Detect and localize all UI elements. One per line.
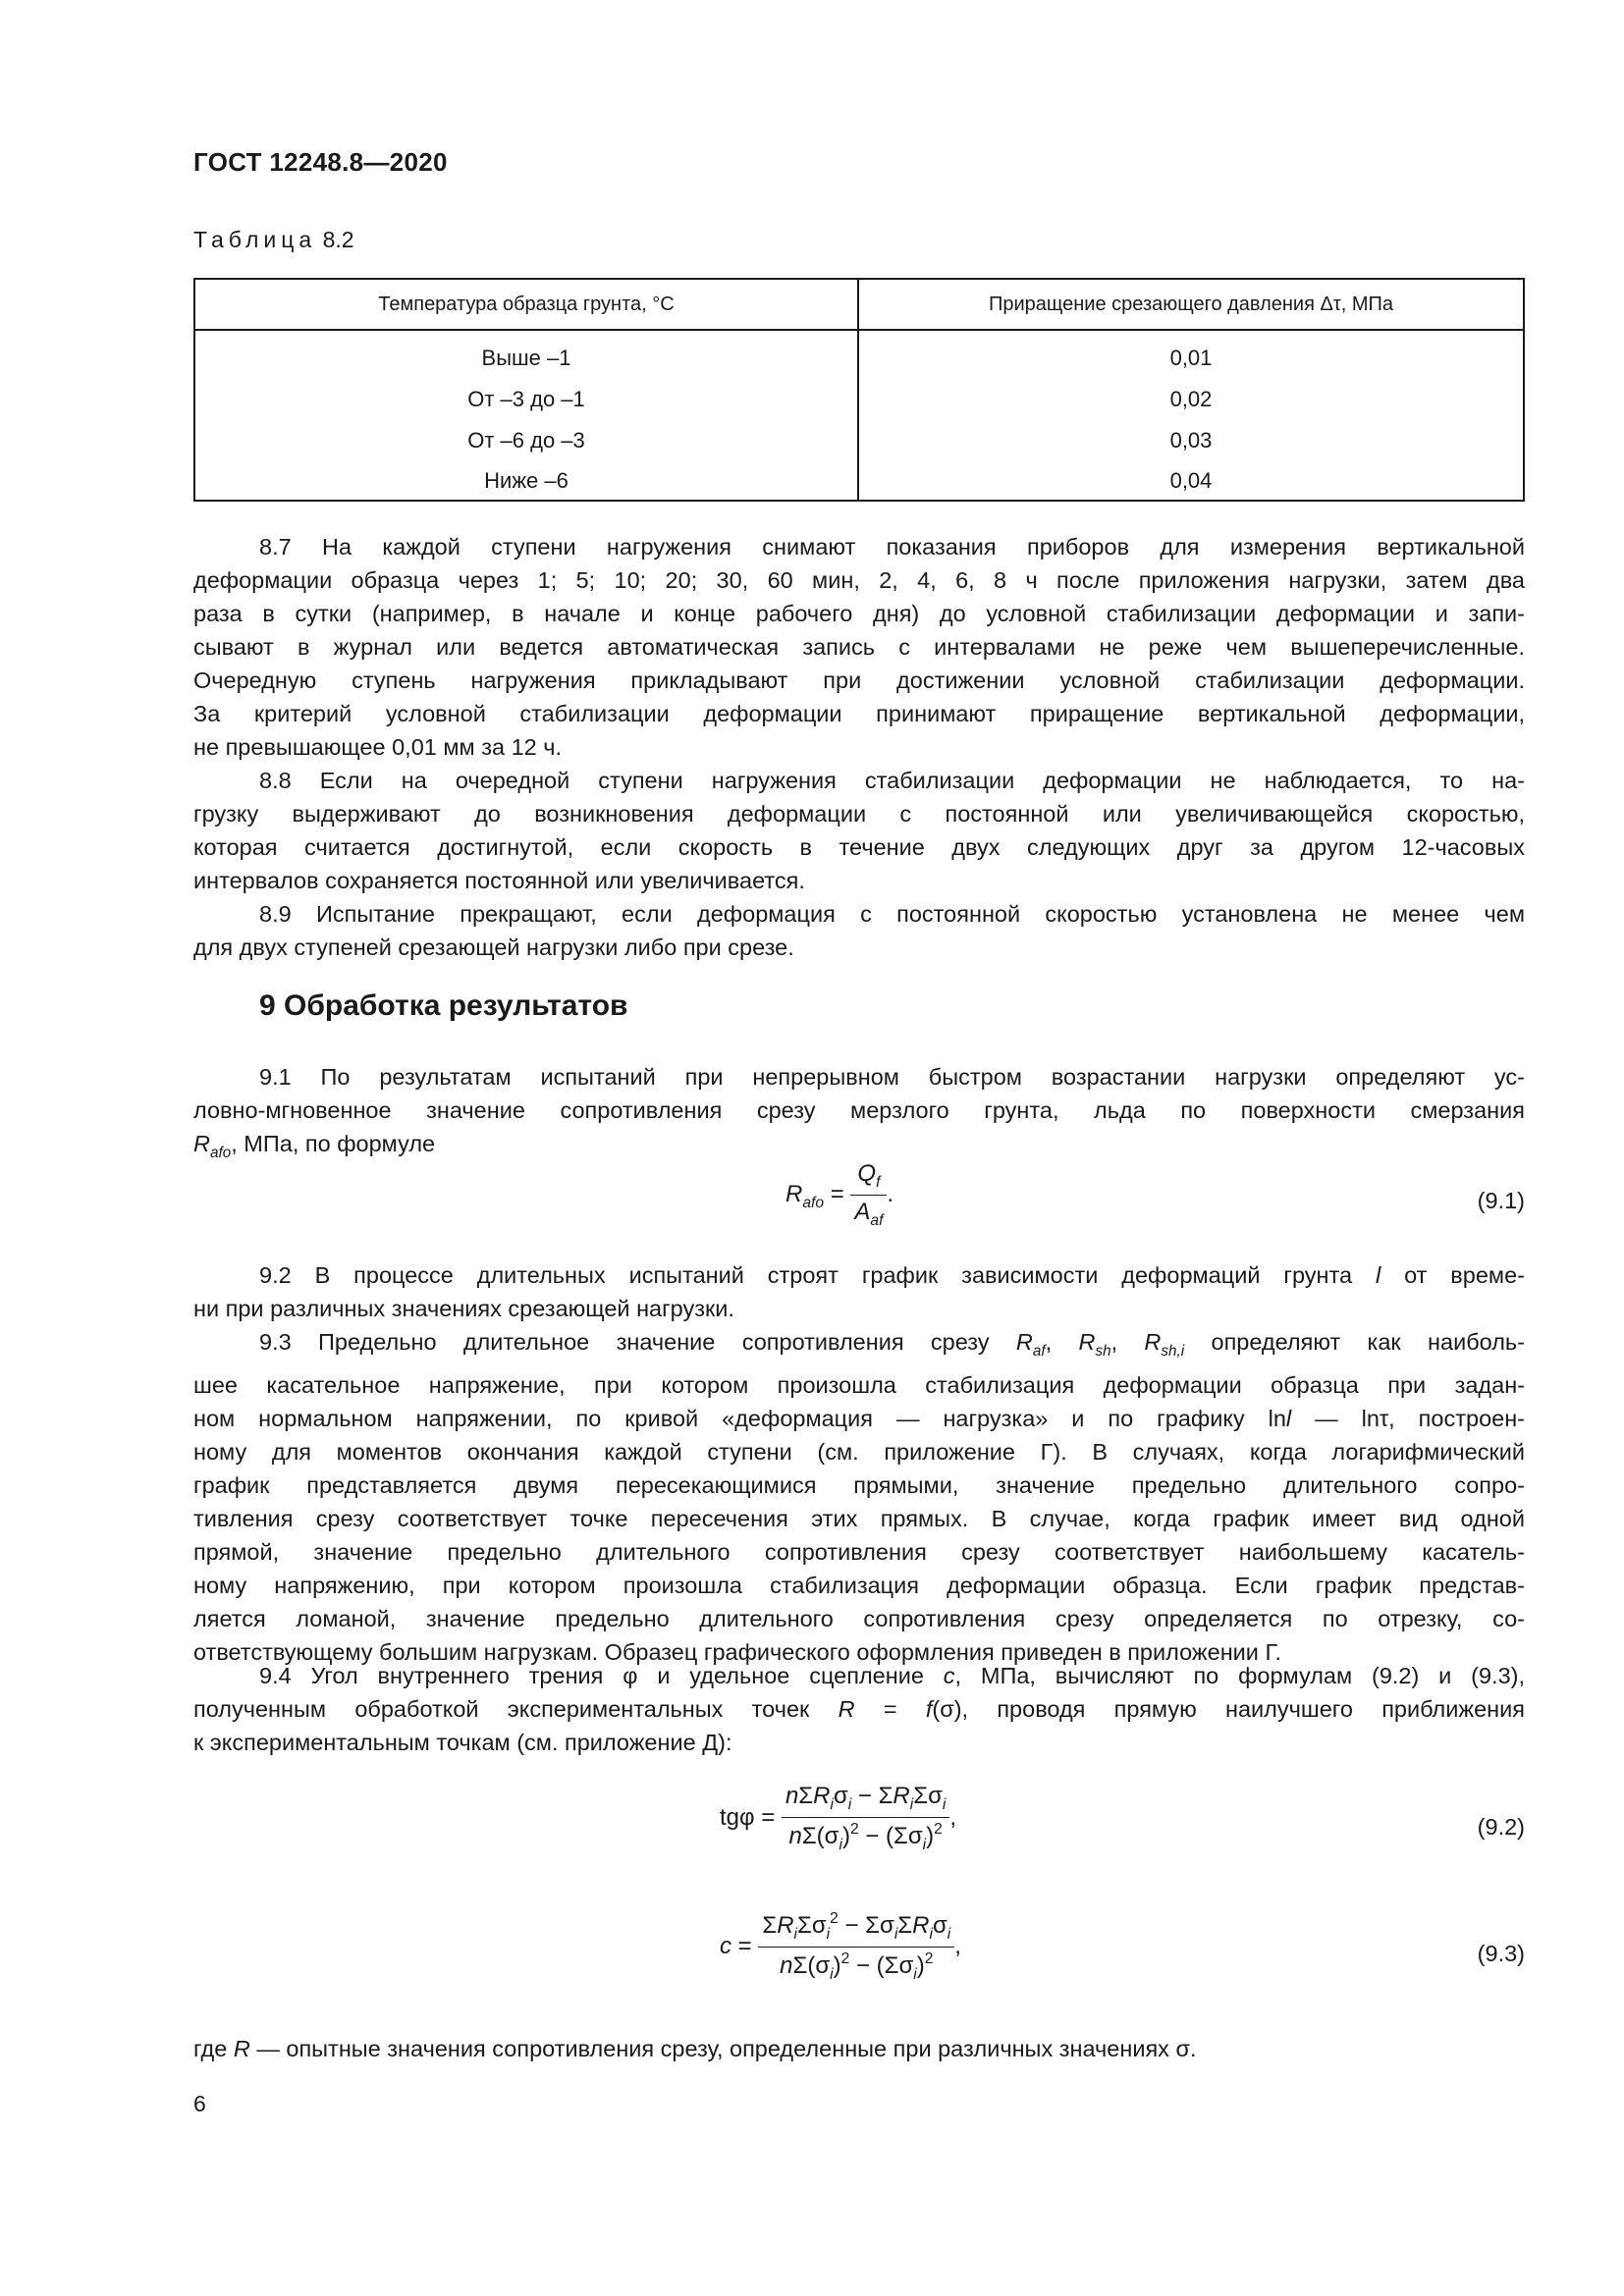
text-line: ному напряжению, при котором произошла стабилизация деформации образца. Если график представ- — [193, 1573, 1525, 1598]
text-line: За критерий условной стабилизации деформации принимают приращение вертикальной деформации, — [193, 701, 1525, 726]
text-line: ном нормальном напряжении, по кривой «деформация — нагрузка» и по графику lnl — lnτ, построен- — [193, 1406, 1526, 1431]
table-row — [195, 420, 1523, 461]
paragraph-where — [193, 2032, 1525, 2065]
page-number: 6 — [193, 2091, 206, 2116]
table-caption — [193, 227, 354, 253]
text-line: сывают в журнал или ведется автоматическая запись с интервалами не реже чем вышеперечисленные. — [193, 634, 1525, 660]
text-line: для двух ступеней срезающей нагрузки либо при срезе. — [193, 934, 794, 960]
document-header: ГОСТ 12248.8—2020 — [193, 147, 448, 177]
text-line: ловно-мгновенное значение сопротивления срезу мерзлого грунта, льда по поверхности смерзания — [193, 1097, 1525, 1123]
text-line: ному для моментов окончания каждой ступени (см. приложение Г). В случаях, когда логарифмический — [193, 1439, 1525, 1465]
formula-9-1: $R_{afo}$ = $\frac{Q_f}{A_{af}}$ . — [785, 1160, 894, 1229]
paragraph-8-7 — [193, 530, 1525, 764]
table-cell-temperature: Выше –1 — [481, 346, 571, 370]
text-line: где R — опытные значения сопротивления срезу, определенные при различных значениях σ. — [193, 2036, 1197, 2061]
text-line: прямой, значение предельно длительного сопротивления срезу соответствует наибольшему касатель- — [193, 1539, 1525, 1565]
table-cell-increment: 0,03 — [1169, 428, 1213, 453]
text-line: которая считается достигнутой, если скорость в течение двух следующих друг за другом 12-часовых — [193, 834, 1525, 860]
table-cell-temperature: От –6 до –3 — [467, 428, 585, 453]
table-header-temperature: Температура образца грунта, °С — [378, 294, 675, 315]
table-row — [195, 338, 1523, 379]
table-row — [195, 460, 1523, 502]
text-line: шее касательное напряжение, при котором произошла стабилизация деформации образца при задан- — [193, 1372, 1525, 1398]
text-line: ляется ломаной, значение предельно длительного сопротивления срезу определяется по отрезку, со- — [193, 1606, 1525, 1631]
text-line: 8.7 На каждой ступени нагружения снимают показания приборов для измерения вертикальной — [259, 534, 1525, 560]
paragraph-9-2: 9.2 В процессе длительных испытаний строят график зависимости деформаций грунта l от време- ни при различных значениях срезающей нагрузки. — [193, 1258, 1525, 1325]
text-line: 8.9 Испытание прекращают, если деформация с постоянной скоростью установлена не менее чем — [259, 901, 1525, 927]
text-line: деформации образца через 1; 5; 10; 20; 30, 60 мин, 2, 4, 6, 8 ч после приложения нагрузки, затем два — [193, 567, 1525, 593]
text-line: 9.3 Предельно длительное значение сопротивления срезу $R_{af}$, $R_{sh}$, $R_{sh,i}$ определяют как наиболь- — [259, 1329, 1525, 1360]
text-line: раза в сутки (например, в начале и конце рабочего дня) до условной стабилизации деформации и запи- — [193, 601, 1525, 626]
text-line: график представляется двумя пересекающимися прямыми, значение предельно длительного сопро- — [193, 1472, 1525, 1498]
section-title: 9 Обработка результатов — [259, 989, 628, 1022]
text-line: к экспериментальным точкам (см. приложение Д): — [193, 1730, 732, 1755]
table-row — [195, 379, 1523, 420]
table-8-2 — [193, 278, 1525, 502]
paragraph-9-4 — [193, 1659, 1525, 1759]
text-line: интервалов сохраняется постоянной или увеличивается. — [193, 868, 805, 893]
formula-9-2: tgφ = $\frac{n\Sigma R_i\sigma_i - \Sigma R_i\Sigma\sigma_i}{n\Sigma(\sigma_i)^2 - (\Sigma\sigma_i)^2}$ , — [720, 1783, 957, 1853]
text-line: 9.4 Угол внутреннего трения φ и удельное сцепление c, МПа, вычисляют по формулам (9.2) и (9.3), — [259, 1663, 1525, 1688]
text-line: ни при различных значениях срезающей нагрузки. — [193, 1296, 734, 1321]
formula-9-3: c = $\frac{\Sigma R_i\Sigma\sigma_i^2 - \Sigma\sigma_i\Sigma R_i\sigma_i}{n\Sigma(\sigma_i)^2 - (\Sigma\sigma_i)^2}$ , — [720, 1910, 961, 1983]
table-cell-increment: 0,01 — [1169, 346, 1213, 370]
table-cell-increment: 0,04 — [1169, 468, 1213, 493]
paragraph-8-9 — [193, 897, 1525, 964]
table-cell-temperature: Ниже –6 — [484, 468, 568, 493]
table-cell-temperature: От –3 до –1 — [467, 387, 585, 411]
paragraph-8-8 — [193, 764, 1525, 897]
text-line: 9.2 В процессе длительных испытаний строят график зависимости деформаций грунта — [259, 1262, 1376, 1288]
formula-number: (9.2) — [1477, 1814, 1525, 1840]
text-line: тивления срезу соответствует точке пересечения этих прямых. В случае, когда график имеет вид одной — [193, 1506, 1525, 1531]
text-line: грузку выдерживают до возникновения деформации с постоянной или увеличивающейся скоростью, — [193, 801, 1525, 827]
text-line: ответствующему большим нагрузкам. Образец графического оформления приведен в приложении Г. — [193, 1639, 1281, 1665]
text-line: не превышающее 0,01 мм за 12 ч. — [193, 734, 563, 760]
text-line: 9.1 По результатам испытаний при непрерывном быстром возрастании нагрузки определяют ус- — [259, 1064, 1525, 1090]
paragraph-9-3 — [193, 1325, 1525, 1669]
table-cell-increment: 0,02 — [1169, 387, 1213, 411]
formula-number: (9.3) — [1477, 1941, 1525, 1966]
table-caption-word: Таблица — [193, 227, 317, 252]
paragraph-9-1 — [193, 1060, 1525, 1170]
table-header-increment: Приращение срезающего давления Δτ, МПа — [988, 294, 1394, 315]
text-line: 8.8 Если на очередной ступени нагружения стабилизации деформации не наблюдается, то на- — [259, 768, 1525, 793]
text-line: Очередную ступень нагружения прикладывают при достижении условной стабилизации деформации. — [193, 667, 1525, 693]
text-line: $R_{afo}$, МПа, по формуле — [193, 1131, 436, 1161]
formula-number: (9.1) — [1477, 1188, 1525, 1213]
table-caption-number: 8.2 — [322, 227, 354, 252]
text-line: полученным обработкой экспериментальных точек R = f(σ), проводя прямую наилучшего приближения — [193, 1696, 1525, 1722]
